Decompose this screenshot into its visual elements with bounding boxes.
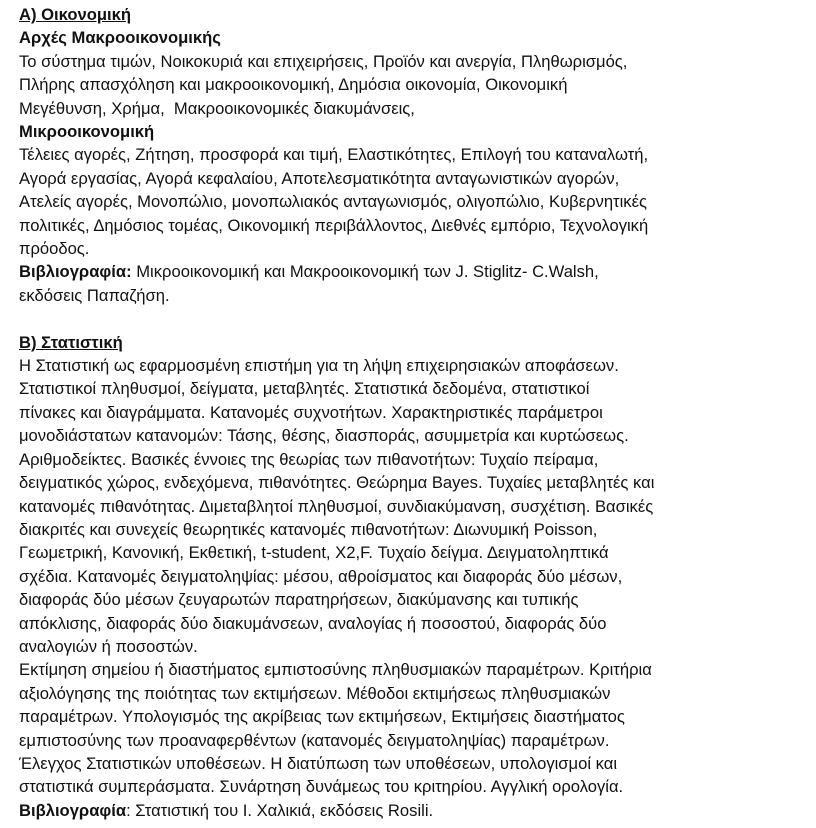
- macro-line: Μεγέθυνση, Χρήμα, Μακροοικονομικές διακυμάνσεις,: [19, 98, 415, 118]
- stats-line: εμπιστοσύνης των προαναφερθέντων (κατανομές δειγματοληψίας) παραμέτρων.: [19, 730, 610, 750]
- stats-line: Γεωμετρική, Κανονική, Εκθετική, t-student, X2,F. Τυχαίο δείγμα. Δειγματοληπτικά: [19, 543, 609, 563]
- stats-line: Έλεγχος Στατιστικών υποθέσεων. Η διατύπωση των υποθέσεων, υπολογισμοί και: [19, 753, 618, 773]
- stats-line: Αριθμοδείκτες. Βασικές έννοιες της θεωρίας των πιθανοτήτων: Τυχαίο πείραμα,: [19, 449, 599, 469]
- stats-line: Στατιστικοί πληθυσμοί, δείγματα, μεταβλητές. Στατιστικά δεδομένα, στατιστικοί: [19, 379, 590, 399]
- micro-line: Αγορά εργασίας, Αγορά κεφαλαίου, Αποτελεσματικότητα ανταγωνιστικών αγορών,: [19, 168, 620, 188]
- bibliography-continuation: εκδόσεις Παπαζήση.: [19, 285, 170, 305]
- bibliography-label: Βιβλιογραφία:: [19, 262, 132, 282]
- stats-line: αναλογιών ή ποσοστών.: [19, 636, 198, 656]
- stats-line: σχέδια. Κατανομές δειγματοληψίας: μέσου, αθροίσματος και διαφοράς δύο μέσων,: [19, 566, 623, 586]
- stats-line: κατανομές πιθανότητας. Διμεταβλητοί πληθυσμοί, συνδιακύμανση, συσχέτιση. Βασικές: [19, 496, 654, 516]
- stats-line: πίνακες και διαγράμματα. Κατανομές συχνοτήτων. Χαρακτηριστικές παράμετροι: [19, 402, 603, 422]
- stats-line: απόκλισης, διαφοράς δύο διακυμάνσεων, αναλογίας ή ποσοστού, διαφοράς δύο: [19, 613, 607, 633]
- micro-line: Ατελείς αγορές, Μονοπώλιο, μονοπωλιακός ανταγωνισμός, ολιγοπώλιο, Κυβερνητικές: [19, 192, 647, 212]
- bibliography-text: : Στατιστική του Ι. Χαλικιά, εκδόσεις Rosili.: [126, 800, 434, 820]
- micro-line: πολιτικές, Δημόσιος τομέας, Οικονομική περιβάλλοντος, Διεθνές εμπόριο, Τεχνολογική: [19, 215, 649, 235]
- stats-line: δειγματικός χώρος, ενδεχόμενα, πιθανότητες. Θεώρημα Bayes. Τυχαίες μεταβλητές και: [19, 473, 655, 493]
- section-b-heading: Β) Στατιστική: [19, 332, 123, 352]
- micro-heading: Μικροοικονομική: [19, 122, 155, 142]
- bibliography-label: Βιβλιογραφία: [19, 800, 127, 820]
- section-spacer: [19, 307, 809, 330]
- macro-heading: Αρχές Μακροοικονομικής: [19, 28, 221, 48]
- stats-line: μονοδιάστατων κατανομών: Τάσης, θέσης, διασποράς, ασυμμετρία και κυρτώσεως.: [19, 426, 629, 446]
- macro-line: Το σύστημα τιμών, Νοικοκυριά και επιχειρήσεις, Προϊόν και ανεργία, Πληθωρισμός,: [19, 51, 628, 71]
- section-a-bibliography: [19, 260, 809, 283]
- stats-line: Η Στατιστική ως εφαρμοσμένη επιστήμη για τη λήψη επιχειρησιακών αποφάσεων.: [19, 356, 619, 376]
- section-b-bibliography: [19, 799, 809, 822]
- bibliography-text: Μικροοικονομική και Μακροοικονομική των J. Stiglitz- C.Walsh,: [131, 262, 599, 282]
- stats-line: διακριτές και συνεχείς θεωρητικές κατανομές πιθανοτήτων: Διωνυμική Poisson,: [19, 519, 598, 539]
- micro-line: Τέλειες αγορές, Ζήτηση, προσφορά και τιμή, Ελαστικότητες, Επιλογή του καταναλωτή,: [19, 145, 649, 165]
- micro-line: πρόοδος.: [19, 239, 90, 259]
- stats-line: στατιστικά συμπεράσματα. Συνάρτηση δυνάμεως του κριτηρίου. Αγγλική ορολογία.: [19, 777, 624, 797]
- section-a-heading: Α) Οικονομική: [19, 5, 131, 24]
- macro-line: Πλήρης απασχόληση και μακροοικονομική, Δημόσια οικονομία, Οικονομική: [19, 75, 568, 95]
- stats-line: αξιολόγησης της ποιότητας των εκτιμήσεων. Μέθοδοι εκτιμήσεως πληθυσμιακών: [19, 683, 611, 703]
- stats-line: διαφοράς δύο μέσων ζευγαρωτών παρατηρήσεων, διακύμανσης και τυπικής: [19, 590, 579, 610]
- stats-line: παραμέτρων. Υπολογισμός της ακρίβειας των εκτιμήσεων, Εκτιμήσεις διαστήματος: [19, 707, 625, 727]
- stats-line: Εκτίμηση σημείου ή διαστήματος εμπιστοσύνης πληθυσμιακών παραμέτρων. Κριτήρια: [19, 660, 652, 680]
